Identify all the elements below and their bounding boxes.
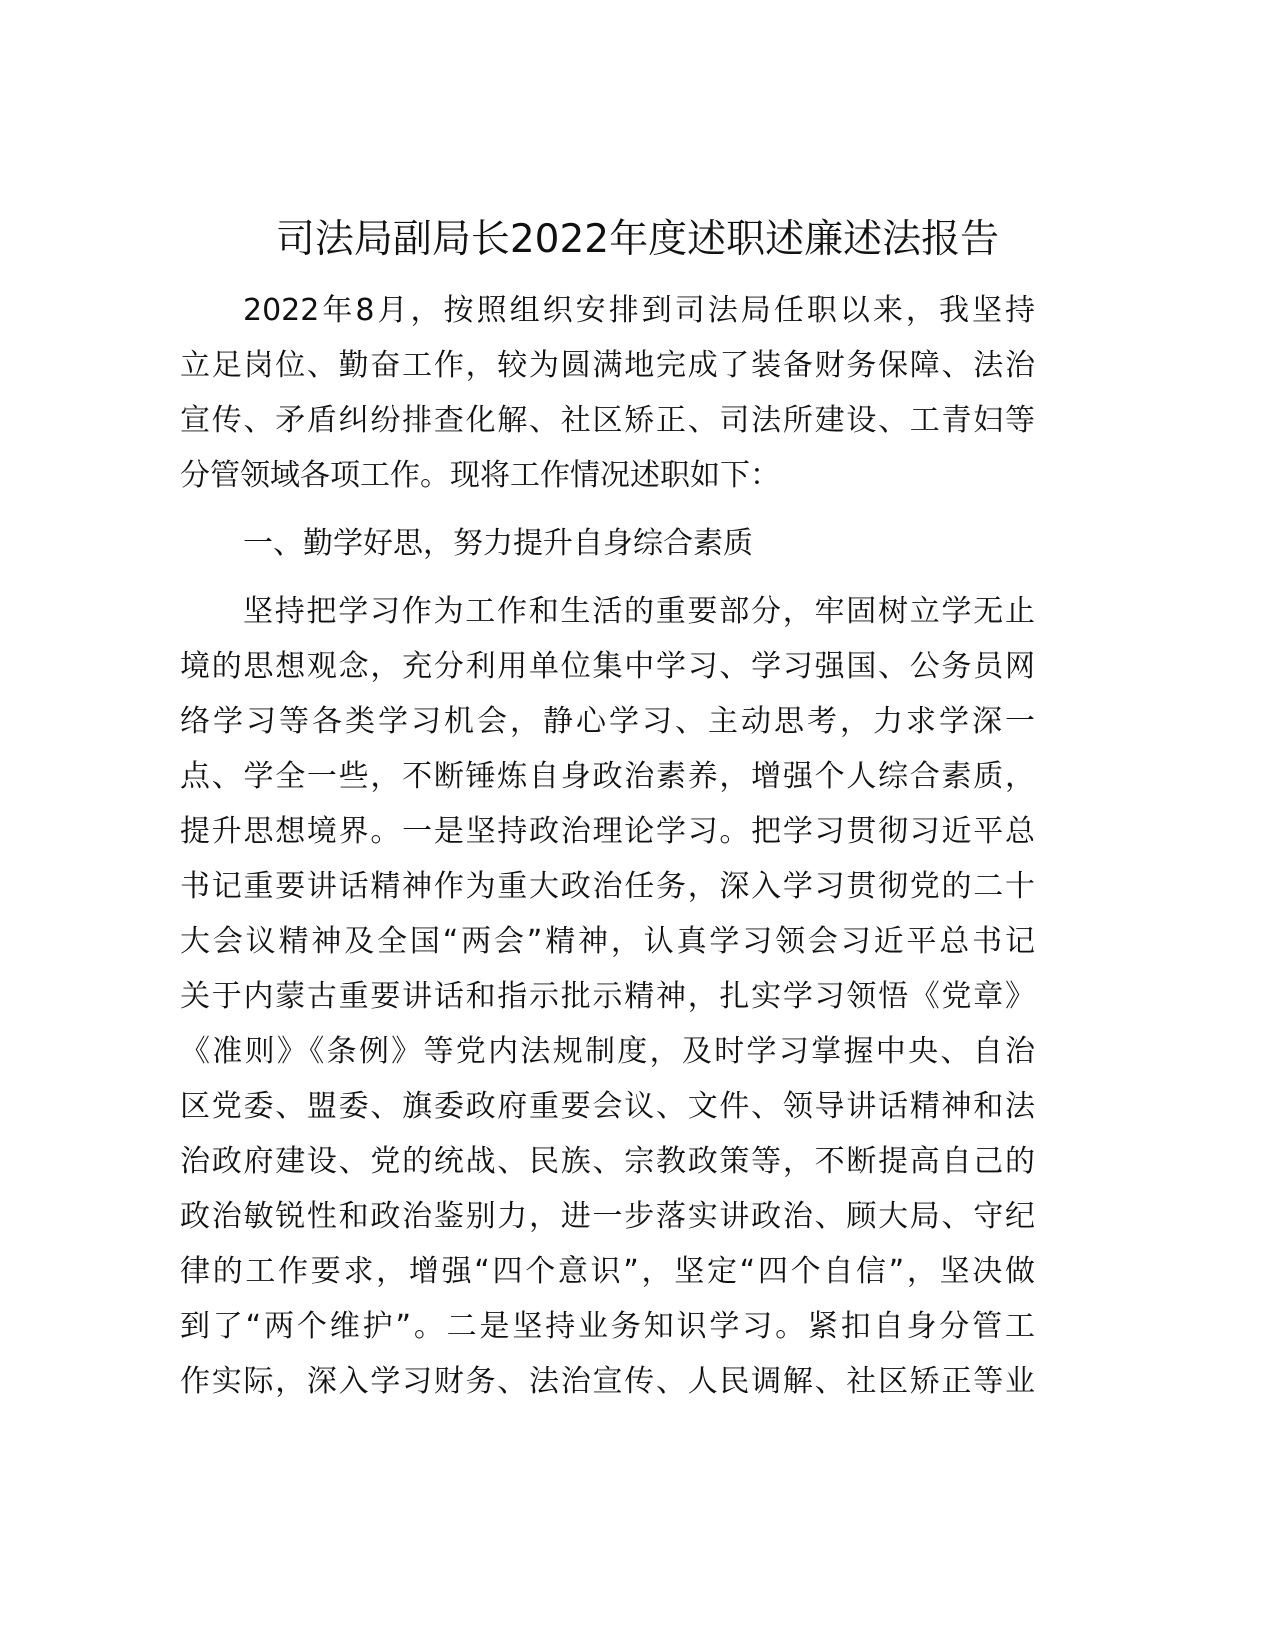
text-line: 作实际，深入学习财务、法治宣传、人民调解、社区矫正等业 [180, 1364, 1035, 1399]
section-heading [180, 516, 1035, 571]
text-line: 律的工作要求，增强“四个意识”，坚定“四个自信”，坚决做 [180, 1254, 1035, 1289]
text-line: 2022年8月，按照组织安排到司法局任职以来，我坚持 [243, 293, 1035, 328]
text-line: 境的思想观念，充分利用单位集中学习、学习强国、公务员网 [180, 649, 1035, 684]
text-line: 区党委、盟委、旗委政府重要会议、文件、领导讲话精神和法 [180, 1089, 1035, 1124]
text-line: 分管领域各项工作。现将工作情况述职如下： [180, 458, 780, 493]
text-line: 提升思想境界。一是坚持政治理论学习。把学习贯彻习近平总 [180, 814, 1035, 849]
text-line: 《准则》《条例》等党内法规制度，及时学习掌握中央、自治 [180, 1034, 1035, 1069]
text-line: 宣传、矛盾纠纷排查化解、社区矫正、司法所建设、工青妇等 [180, 403, 1035, 438]
text-line: 书记重要讲话精神作为重大政治任务，深入学习贯彻党的二十 [180, 869, 1035, 904]
text-line: 一、勤学好思，努力提升自身综合素质 [243, 526, 753, 561]
text-line: 到了“两个维护”。二是坚持业务知识学习。紧扣自身分管工 [180, 1309, 1035, 1344]
text-line: 坚持把学习作为工作和生活的重要部分，牢固树立学无止 [243, 594, 1035, 629]
text-line: 关于内蒙古重要讲话和指示批示精神，扎实学习领悟《党章》 [180, 979, 1035, 1014]
paragraph [180, 283, 1035, 503]
document-title: 司法局副局长2022年度述职述廉述法报告 [275, 217, 1000, 262]
text-line: 络学习等各类学习机会，静心学习、主动思考，力求学深一 [180, 704, 1035, 739]
text-line: 治政府建设、党的统战、民族、宗教政策等，不断提高自己的 [180, 1144, 1035, 1179]
text-line: 大会议精神及全国“两会”精神，认真学习领会习近平总书记 [180, 924, 1035, 959]
text-line: 政治敏锐性和政治鉴别力，进一步落实讲政治、顾大局、守纪 [180, 1199, 1035, 1234]
document-body [180, 283, 1035, 1422]
paragraph [180, 584, 1035, 1409]
text-line: 点、学全一些，不断锤炼自身政治素养，增强个人综合素质， [180, 759, 1035, 794]
text-line: 立足岗位、勤奋工作，较为圆满地完成了装备财务保障、法治 [180, 348, 1035, 383]
